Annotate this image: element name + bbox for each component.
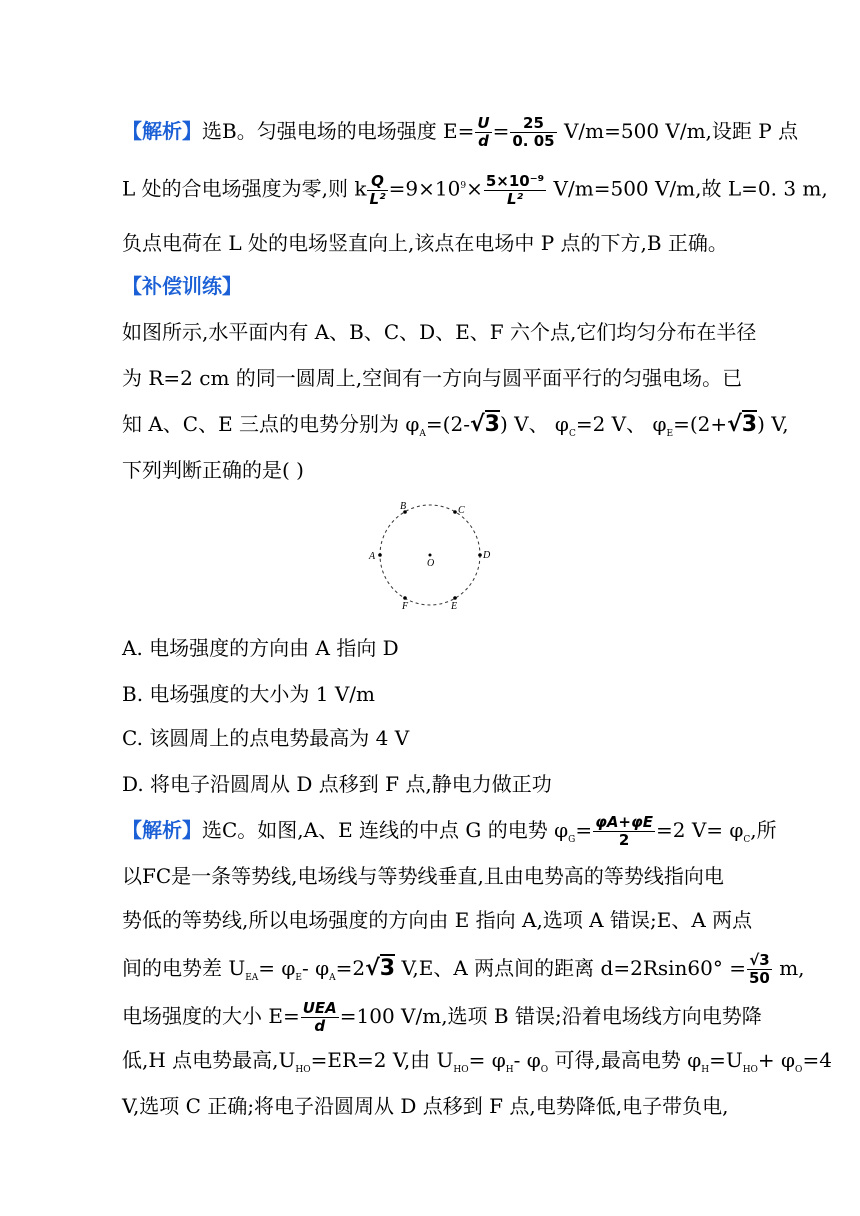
analysis2-line3: 势低的等势线,所以电场强度的方向由 E 指向 A,选项 A 错误;E、A 两点 [122, 908, 753, 932]
point-f [403, 596, 407, 600]
question-line2: 为 R=2 cm 的同一圆周上,空间有一方向与圆平面平行的匀强电场。已 [122, 366, 743, 390]
point-a [378, 553, 382, 557]
fraction-sqrt3-over-50: $\frac{√3}{50}$ [748, 951, 770, 987]
question-line4: 下列判断正确的是( ) [122, 458, 304, 482]
option-d: D. 将电子沿圆周从 D 点移到 F 点,静电力做正功 [122, 772, 552, 796]
analysis-tag: 【解析】 [122, 818, 202, 842]
label-b: B [400, 501, 407, 512]
option-c: C. 该圆周上的点电势最高为 4 V [122, 726, 410, 750]
label-e: E [451, 601, 458, 610]
analysis2-line4: 间的电势差 $U_{EA}= \varphi_E-$ $\varphi_A=2√3$ V,E、A 两点间的距离 d=2Rsin60° = $\frac{√3}{50}$ m, [122, 951, 805, 987]
option-a: A. 电场强度的方向由 A 指向 D [122, 636, 399, 660]
fraction-u-over-d: $\frac{U}{d}$ [477, 114, 490, 150]
point-c [453, 510, 457, 514]
sqrt-3: √3 [727, 412, 758, 437]
fraction-uea-over-d: $\frac{\text{UEA}}{d}$ [302, 999, 337, 1035]
practice-tag: 【补偿训练】 [122, 274, 242, 298]
fraction-25-over-005: $\frac{25}{0. 05}$ [512, 114, 555, 150]
fraction-q-over-l2: $\frac{Q}{\text{L²}}$ [369, 171, 386, 208]
analysis1-line2: L 处的合电场强度为零,则 k $\frac{Q}{\text{L²}}$ $=9\times 10^9\times$ $\frac{\text{5×10⁻⁹}}{\text{L²}}$ V/m=500 V/m,故 L=0. 3 m, [122, 171, 828, 208]
analysis2-line7: V,选项 C 正确;将电子沿圆周从 D 点移到 F 点,电势降低,电子带负电, [122, 1094, 729, 1118]
sqrt-3: √3 [469, 412, 500, 437]
label-c: C [458, 505, 465, 516]
label-d: D [483, 550, 491, 561]
sqrt-3: √3 [365, 956, 396, 981]
analysis2-line5: 电场强度的大小 E= $\frac{\text{UEA}}{d}$ =100 V/m,选项 B 错误;沿着电场线方向电势降 [122, 999, 762, 1035]
question-line1: 如图所示,水平面内有 A、B、C、D、E、F 六个点,它们均匀分布在半径 [122, 320, 757, 344]
analysis1-line3: 负点电荷在 L 处的电场竖直向上,该点在电场中 P 点的下方,B 正确。 [122, 231, 728, 255]
fraction-phi-sum-over-2: $\frac{\varphi A+\varphi E}{2}$ [595, 813, 653, 849]
point-o [429, 554, 432, 557]
analysis-tag: 【解析】 [122, 119, 202, 143]
analysis2-line6: 低,H 点电势最高$,U_{HO}=ER=2$ V,由 $U_{HO}= \varphi_H-$ $\varphi_O$ 可得,最高电势 $\varphi_H=U_{HO}+ \varphi_O=4$ [122, 1048, 832, 1075]
option-b: B. 电场强度的大小为 1 V/m [122, 682, 375, 706]
label-f: F [402, 601, 409, 610]
label-o: O [427, 558, 435, 569]
fraction-5e-9-over-l2: $\frac{\text{5×10⁻⁹}}{\text{L²}}$ [485, 171, 545, 208]
label-a: A [369, 551, 376, 562]
point-d [478, 553, 482, 557]
point-e [453, 596, 457, 600]
analysis2-line1: 【解析】选C。如图,A、E 连线的中点 G 的电势 $\varphi_G=$ $\frac{\varphi A+\varphi E}{2}$ =2 $V= \varphi_C$,所 [122, 813, 777, 849]
analysis2-line2: 以FC是一条等势线,电场线与等势线垂直,且由电势高的等势线指向电 [122, 864, 724, 888]
circle-figure [368, 500, 492, 610]
question-line3: 知 A、C、E 三点的电势分别为 $\varphi_A=(2-√3)$ V、 $\varphi_C=2$ V、 $\varphi_E=(2+√3)$ V, [122, 412, 789, 439]
analysis1-line1: 【解析】选B。匀强电场的电场强度 E= $\frac{U}{d}$ = $\frac{25}{0. 05}$ V/m=500 V/m,设距 P 点 [122, 114, 799, 150]
